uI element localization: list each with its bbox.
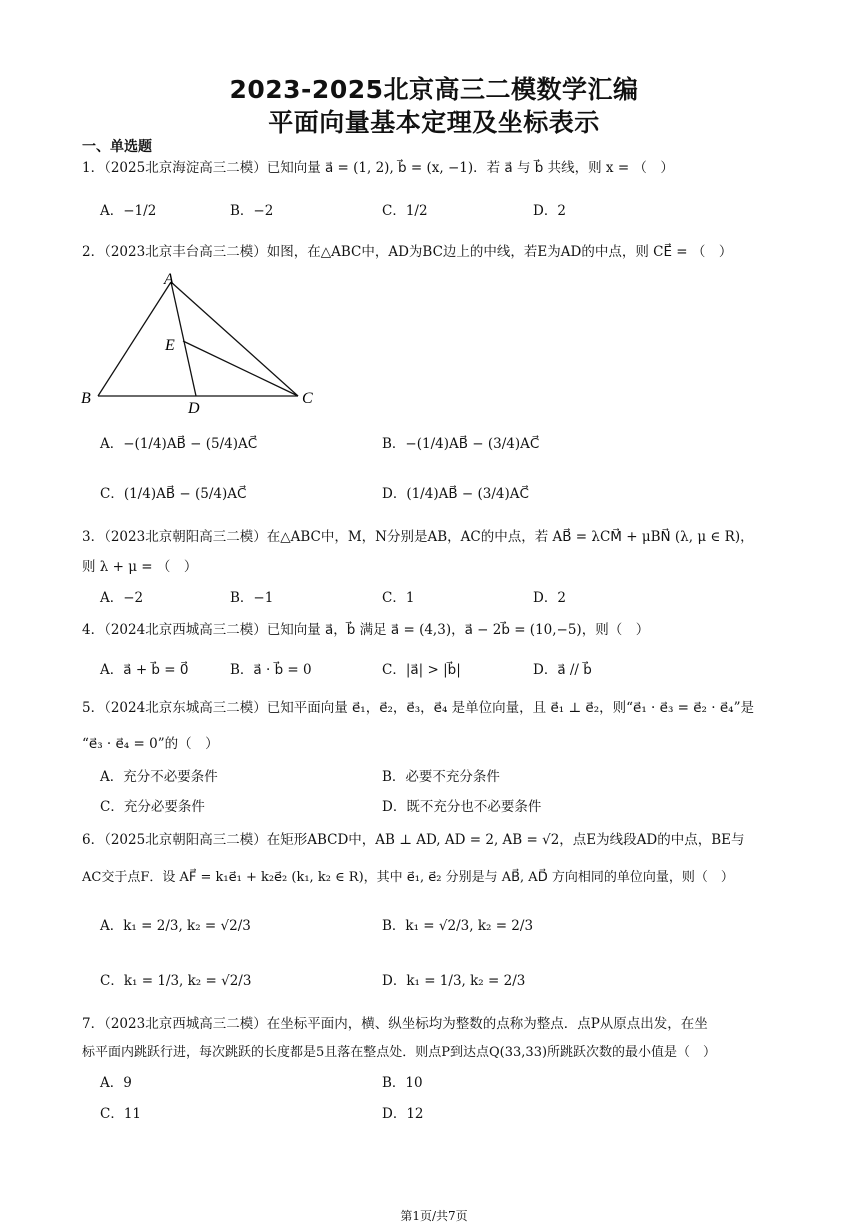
question-2-option-c[interactable]: C．(1/4)AB⃗ − (5/4)AC⃗ (100, 486, 247, 502)
edge-ac (171, 282, 298, 396)
question-5-option-a[interactable]: A．充分不必要条件 (100, 769, 218, 785)
page-footer: 第1页/共7页 (400, 1209, 468, 1223)
question-1-option-d[interactable]: D．2 (533, 203, 566, 219)
label-c: C (302, 390, 313, 407)
question-3-option-c[interactable]: C．1 (382, 590, 415, 606)
title-line-2: 平面向量基本定理及坐标表示 (268, 108, 600, 137)
label-b: B (81, 390, 91, 407)
question-3-option-b[interactable]: B．−1 (230, 590, 274, 606)
question-3-option-a[interactable]: A．−2 (100, 590, 144, 606)
question-6-stem-line-1: 6．（2025北京朝阳高三二模）在矩形ABCD中，AB ⊥ AD, AD = 2, AB = √2，点E为线段AD的中点，BE与 (82, 832, 745, 848)
question-5-option-d[interactable]: D．既不充分也不必要条件 (382, 799, 542, 815)
question-6-option-b[interactable]: B．k₁ = √2/3, k₂ = 2/3 (382, 918, 534, 934)
question-1-option-b[interactable]: B．−2 (230, 203, 274, 219)
question-4-option-d[interactable]: D．a⃗ // b⃗ (533, 662, 592, 678)
question-3-option-d[interactable]: D．2 (533, 590, 566, 606)
label-a: A (164, 271, 174, 288)
question-1-option-c[interactable]: C．1/2 (382, 203, 428, 219)
question-6-option-a[interactable]: A．k₁ = 2/3, k₂ = √2/3 (100, 918, 251, 934)
question-4-option-a[interactable]: A．a⃗ + b⃗ = 0⃗ (100, 662, 189, 678)
question-5-stem-line-2: “e⃗₃ · e⃗₄ = 0”的（ ） (82, 736, 219, 752)
question-3-stem-line-2: 则 λ + μ = （ ） (82, 559, 198, 575)
question-7-stem-line-1: 7．（2023北京西城高三二模）在坐标平面内，横、纵坐标均为整数的点称为整点．点P从原点出发，在坐 (82, 1016, 708, 1032)
title-line-1: 2023-2025北京高三二模数学汇编 (229, 75, 639, 104)
question-7-option-b[interactable]: B．10 (382, 1075, 423, 1091)
segment-ce (183, 341, 298, 396)
question-7-option-c[interactable]: C．11 (100, 1106, 142, 1122)
question-2-option-a[interactable]: A．−(1/4)AB⃗ − (5/4)AC⃗ (100, 436, 258, 452)
question-2-option-b[interactable]: B．−(1/4)AB⃗ − (3/4)AC⃗ (382, 436, 540, 452)
section-heading: 一、单选题 (82, 139, 152, 155)
triangle-figure (76, 270, 326, 418)
question-1-stem: 1．（2025北京海淀高三二模）已知向量 a⃗ = (1, 2), b⃗ = (x, −1)．若 a⃗ 与 b⃗ 共线，则 x = （ ） (82, 160, 674, 176)
question-5-option-b[interactable]: B．必要不充分条件 (382, 769, 500, 785)
question-2-option-d[interactable]: D．(1/4)AB⃗ − (3/4)AC⃗ (382, 486, 529, 502)
label-d: D (188, 400, 200, 417)
question-7-option-a[interactable]: A．9 (100, 1075, 132, 1091)
question-6-stem-line-2: AC交于点F．设 AF⃗ = k₁e⃗₁ + k₂e⃗₂ (k₁, k₂ ∈ R)，其中 e⃗₁, e⃗₂ 分别是与 AB⃗, AD⃗ 方向相同的单位向量，则（ ） (82, 870, 734, 885)
question-5-stem-line-1: 5．（2024北京东城高三二模）已知平面向量 e⃗₁，e⃗₂，e⃗₃，e⃗₄ 是单位向量，且 e⃗₁ ⊥ e⃗₂，则“e⃗₁ · e⃗₃ = e⃗₂ · e⃗₄”是 (82, 700, 754, 716)
question-6-option-c[interactable]: C．k₁ = 1/3, k₂ = √2/3 (100, 973, 252, 989)
question-1-option-a[interactable]: A．−1/2 (100, 203, 157, 219)
question-5-option-c[interactable]: C．充分必要条件 (100, 799, 205, 815)
label-e: E (165, 337, 175, 354)
question-4-option-c[interactable]: C．|a⃗| > |b⃗| (382, 662, 461, 678)
question-6-option-d[interactable]: D．k₁ = 1/3, k₂ = 2/3 (382, 973, 526, 989)
question-7-stem-line-2: 标平面内跳跃行进，每次跳跃的长度都是5且落在整点处．则点P到达点Q(33,33)所跳跃次数的最小值是（ ） (82, 1045, 717, 1060)
question-7-option-d[interactable]: D．12 (382, 1106, 424, 1122)
question-4-option-b[interactable]: B．a⃗ · b⃗ = 0 (230, 662, 312, 678)
question-4-stem: 4．（2024北京西城高三二模）已知向量 a⃗，b⃗ 满足 a⃗ = (4,3)，a⃗ − 2b⃗ = (10,−5)，则（ ） (82, 622, 650, 638)
question-3-stem-line-1: 3．（2023北京朝阳高三二模）在△ABC中，M，N分别是AB，AC的中点，若 AB⃗ = λCM⃗ + μBN⃗ (λ, μ ∈ R)， (82, 529, 754, 545)
question-2-stem: 2．（2023北京丰台高三二模）如图，在△ABC中，AD为BC边上的中线，若E为AD的中点，则 CE⃗ = （ ） (82, 244, 733, 260)
edge-ab (98, 282, 171, 396)
